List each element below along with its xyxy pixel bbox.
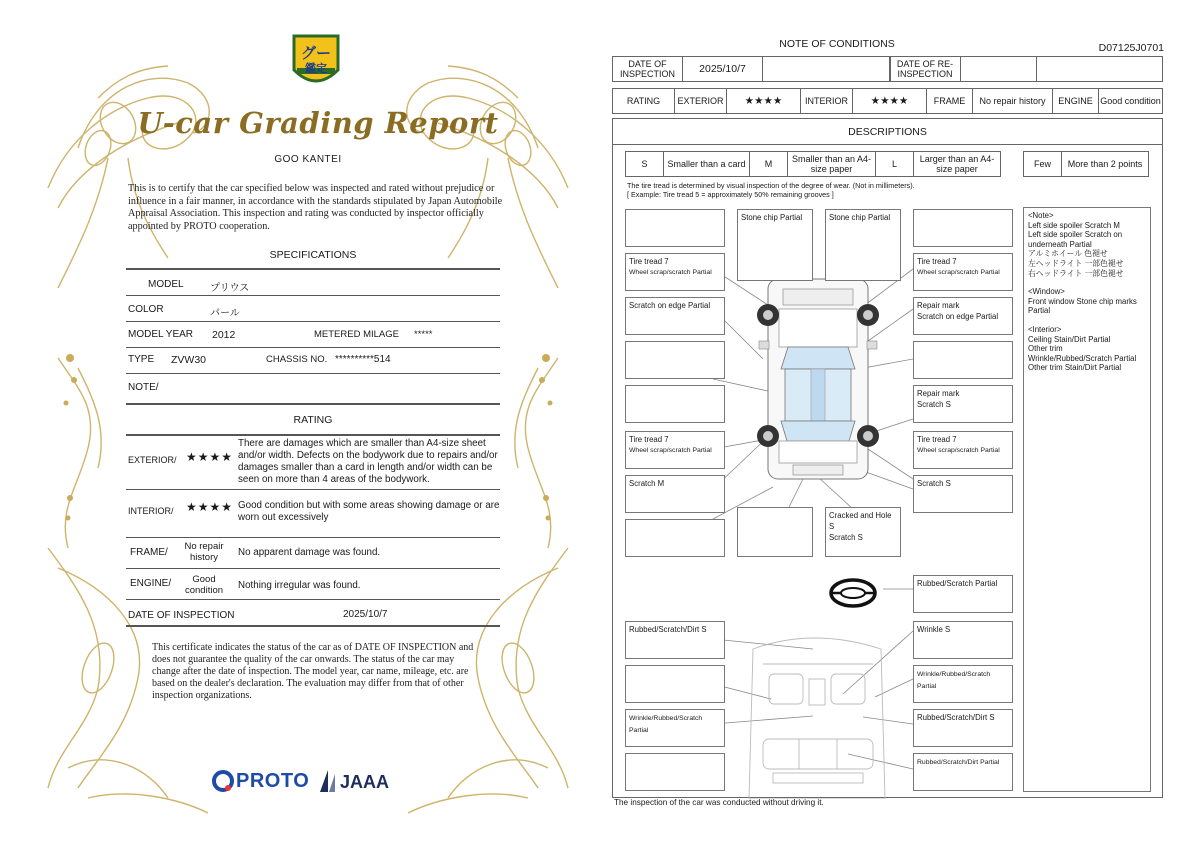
engine-value: Good condition (1100, 96, 1161, 106)
desc-text: Scratch S (917, 479, 951, 488)
rating-label: RATING (613, 89, 675, 113)
jaaa-logo: JAAA (340, 772, 390, 792)
desc-box-blank (913, 341, 1013, 379)
engine-label: ENGINE (1053, 89, 1099, 113)
reinspection-label: DATE OF RE-INSPECTION (889, 57, 961, 81)
legend-text-l: Larger than an A4-size paper (919, 154, 995, 174)
color-label: COLOR (128, 304, 164, 315)
date-of-inspection-label: DATE OF INSPECTION (128, 610, 235, 621)
legend-few: Few (1024, 152, 1062, 176)
desc-box-tire-rf (913, 253, 1013, 291)
exterior-label: EXTERIOR (675, 89, 727, 113)
jaaa-logo-icon (318, 768, 338, 794)
desc-box-blank (913, 209, 1013, 247)
desc-box-blank (625, 665, 725, 703)
interior-label: INTERIOR (801, 89, 853, 113)
desc-box-rubbed-dirt-right (913, 709, 1013, 747)
desc-text: Rubbed/Scratch/Dirt Partial (917, 759, 1000, 766)
descriptions-heading: DESCRIPTIONS (613, 119, 1162, 145)
divider (126, 268, 500, 270)
frame-label: FRAME (927, 89, 973, 113)
legend-text-m: Smaller than an A4-size paper (788, 152, 876, 176)
divider (126, 568, 500, 569)
desc-text: Wrinkle/Rubbed/Scratch Partial (917, 671, 991, 690)
desc-sub: Wheel scrap/scratch Partial (917, 447, 1000, 454)
desc-title: Tire tread 7 (629, 257, 669, 266)
desc-box-blank (625, 519, 725, 557)
desc-text: Rubbed/Scratch/Dirt S (629, 625, 707, 634)
desc-box-cracked-hole (825, 507, 901, 557)
desc-title: Tire tread 7 (629, 435, 669, 444)
frame-value: No repair history (184, 541, 224, 563)
note-line: Front window Stone chip marks Partial (1028, 296, 1137, 316)
notes-panel (1023, 207, 1151, 792)
note-line: 左ヘッドライト 一部色褪せ (1028, 258, 1124, 268)
model-label: MODEL (148, 279, 184, 290)
legend-code-m: M (750, 152, 788, 176)
divider (126, 373, 500, 374)
divider (126, 434, 500, 436)
tread-note-line-2: [ Example: Tire tread 5 = approximately 50% remaining grooves ] (627, 190, 834, 199)
desc-sub: Scratch S (917, 400, 951, 409)
certify-statement: This is to certify that the car specified below was inspected and rated without prejudice or influence in a fair manner, in accordance with the standards stipulated by Japan Automobile Appraisal Association. This inspection and rating was conducted by inspector officially appointed by PROTO cooperation. (128, 183, 503, 232)
desc-sub: Scratch on edge Partial (917, 312, 999, 321)
rating-heading: RATING (293, 414, 333, 426)
desc-title: Repair mark (917, 389, 960, 398)
note-line: Left side spoiler Scratch on underneath Partial (1028, 230, 1123, 249)
interior-label: INTERIOR/ (128, 506, 174, 516)
metered-milage-value: ***** (414, 329, 433, 340)
desc-text: Stone chip Partial (829, 213, 891, 222)
note-line: <Note> (1028, 211, 1054, 220)
note-line: Wrinkle/Rubbed/Scratch Partial (1028, 353, 1137, 363)
note-line: Ceiling Stain/Dirt Partial (1028, 334, 1111, 344)
proto-logo-icon (212, 770, 234, 794)
model-year-value: 2012 (212, 329, 236, 341)
desc-text: Wrinkle S (917, 625, 951, 634)
interior-stars: ★★★★ (853, 89, 927, 113)
desc-box-blank (625, 209, 725, 247)
desc-text: Wrinkle/Rubbed/Scratch Partial (629, 715, 703, 734)
proto-logo: PROTO (236, 770, 310, 792)
desc-text: Scratch on edge Partial (629, 301, 711, 310)
note-label: NOTE/ (128, 382, 159, 393)
report-subtitle: GOO KANTEI (274, 154, 342, 165)
car-body-top-view (757, 279, 879, 479)
reinspection-extra (1037, 57, 1162, 81)
desc-box-blank (625, 385, 725, 423)
interior-description: Good condition but with some areas showing damage or are worn out excessively (238, 500, 500, 523)
specifications-heading: SPECIFICATIONS (269, 249, 357, 261)
divider (126, 537, 500, 538)
frame-description: No apparent damage was found. (238, 547, 381, 558)
desc-sub: Scratch S (829, 533, 863, 542)
desc-text: Rubbed/Scratch Partial (917, 579, 998, 588)
desc-title: Cracked and Hole S (829, 511, 892, 531)
certificate-disclaimer: This certificate indicates the status of the car as of DATE OF INSPECTION and does not guarantee the quality of the car onwards. The status of the car may change after the date of inspection. The model year, car name, mileage, etc. are based on the dealer's declaration. The evaluation may differ from that of other inspection organizations. (152, 642, 474, 701)
desc-box-blank (625, 753, 725, 791)
date-of-inspection-value: 2025/10/7 (343, 609, 388, 620)
desc-box-wrinkle-rubbed-right (913, 665, 1013, 703)
desc-title: Tire tread 7 (917, 257, 957, 266)
desc-box-wrinkle-rubbed-left (625, 709, 725, 747)
interior-stars: ★★★★ (186, 500, 234, 514)
desc-box-repair-mark-2 (913, 385, 1013, 423)
note-line: <Window> (1028, 287, 1065, 297)
document-number: D07125J0701 (1098, 42, 1164, 54)
exterior-stars: ★★★★ (186, 450, 234, 464)
divider (126, 625, 500, 627)
engine-value: Good condition (184, 574, 224, 596)
metered-milage-label: METERED MILAGE (314, 329, 399, 340)
desc-box-stone-chip-1 (737, 209, 813, 281)
date-inspection-label: DATE OF INSPECTION (613, 57, 683, 81)
note-line: Other trim Stain/Dirt Partial (1028, 363, 1122, 373)
frame-label: FRAME/ (130, 547, 168, 558)
desc-box-rubbed-partial (913, 575, 1013, 613)
divider (126, 347, 500, 348)
model-value: プリウス (210, 283, 250, 294)
frame-value: No repair history (973, 89, 1053, 113)
note-line: 右ヘッドライト 一部色褪せ (1028, 268, 1124, 278)
note-of-conditions-sheet (612, 36, 1164, 816)
note-gap (1028, 278, 1146, 287)
desc-box-blank (737, 507, 813, 557)
legend-code-l: L (876, 152, 914, 176)
badge-line-2: 鑑定 (305, 62, 327, 75)
divider (126, 489, 500, 490)
inspection-disclaimer: The inspection of the car was conducted without driving it. (614, 798, 824, 807)
descriptions-panel (612, 118, 1163, 798)
engine-label: ENGINE/ (130, 578, 172, 589)
divider (126, 295, 500, 296)
engine-description: Nothing irregular was found. (238, 580, 361, 591)
chassis-label: CHASSIS NO. (266, 354, 328, 365)
badge-line-1: グー (300, 44, 331, 62)
desc-box-repair-mark-1 (913, 297, 1013, 335)
desc-box-rubbed-dirt-partial (913, 753, 1013, 791)
date-inspection-blank (763, 57, 891, 81)
desc-title: Repair mark (917, 301, 960, 310)
desc-box-scratch-m (625, 475, 725, 513)
exterior-label: EXTERIOR/ (128, 455, 177, 465)
report-title: U-car Grading Report (137, 106, 499, 140)
divider (126, 321, 500, 322)
note-line: アルミホイール 色褪せ (1028, 249, 1108, 259)
steering-wheel-icon (831, 580, 875, 606)
desc-box-wrinkle-s (913, 621, 1013, 659)
divider (126, 403, 500, 405)
desc-box-stone-chip-2 (825, 209, 901, 281)
desc-title: Tire tread 7 (917, 435, 957, 444)
note-gap (1028, 316, 1146, 325)
reinspection-value (961, 57, 1037, 81)
desc-box-scratch-s (913, 475, 1013, 513)
note-line: Left side spoiler Scratch M (1028, 220, 1120, 230)
exterior-stars: ★★★★ (727, 89, 801, 113)
desc-box-tire-lf (625, 253, 725, 291)
date-row (612, 56, 1163, 82)
sheet-title: NOTE OF CONDITIONS (779, 38, 895, 50)
model-year-label: MODEL YEAR (128, 329, 194, 340)
chassis-value: **********514 (335, 354, 391, 365)
rating-row (612, 88, 1163, 114)
desc-box-scratch-edge-left (625, 297, 725, 335)
desc-sub: Wheel scrap/scratch Partial (917, 269, 1000, 276)
desc-sub: Wheel scrap/scratch Partial (629, 447, 712, 454)
legend-text-s: Smaller than a card (664, 152, 750, 176)
desc-text: Stone chip Partial (741, 213, 803, 222)
desc-box-tire-lr (625, 431, 725, 469)
color-value: パール (210, 308, 240, 319)
note-line: <Interior> (1028, 324, 1062, 334)
type-label: TYPE (128, 354, 155, 365)
date-inspection-value: 2025/10/7 (683, 57, 763, 81)
legend-code-s: S (626, 152, 664, 176)
divider (126, 599, 500, 600)
exterior-description: There are damages which are smaller than A4-size sheet and/or width. Defects on the bodywork due to repairs and/or damages smaller than a card in length and/or width can be seen on more than 4 areas of the bodywork. (238, 438, 498, 485)
desc-sub: Wheel scrap/scratch Partial (629, 269, 712, 276)
desc-box-tire-rr (913, 431, 1013, 469)
desc-text: Scratch M (629, 479, 665, 488)
desc-box-blank (625, 341, 725, 379)
legend-more: More than 2 points (1067, 159, 1143, 169)
grading-certificate (38, 28, 578, 818)
type-value: ZVW30 (171, 354, 207, 366)
tread-note-line-1: The tire tread is determined by visual inspection of the degree of wear. (Not in millimeters). (627, 181, 915, 190)
note-line: Other trim (1028, 344, 1063, 354)
desc-box-rubbed-dirt-left (625, 621, 725, 659)
car-interior-view (749, 638, 885, 799)
desc-text: Rubbed/Scratch/Dirt S (917, 713, 995, 722)
